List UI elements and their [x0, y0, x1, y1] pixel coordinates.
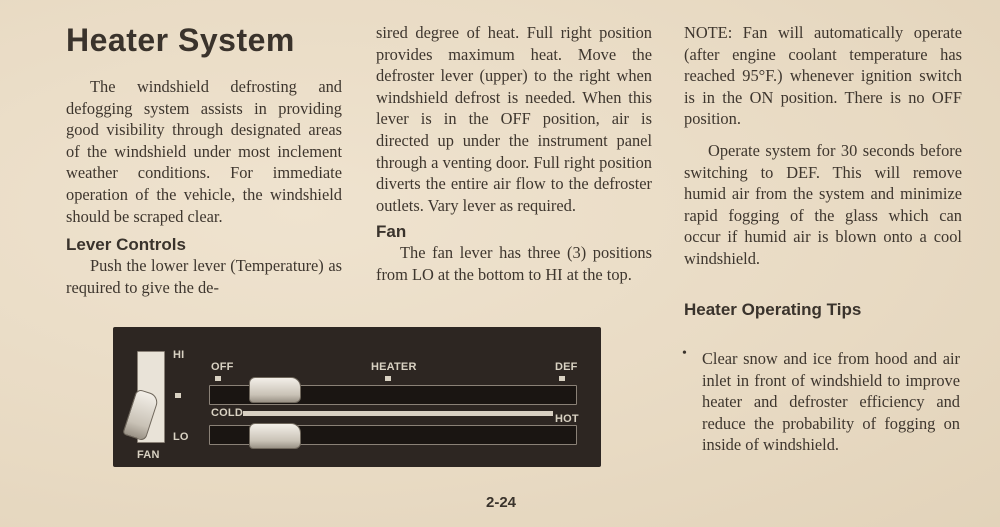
- page-number: 2-24: [486, 494, 517, 511]
- fan-hi-label: HI: [173, 349, 185, 361]
- def-label: DEF: [555, 361, 578, 373]
- note-paragraph: NOTE: Fan will automatically operate (after engine coolant temperature has reached 95°F.) whenever ignition switch is in the ON position. There is no OFF position.: [684, 23, 962, 129]
- fan-heading: Fan: [376, 222, 407, 242]
- operate-paragraph: Operate system for 30 seconds before switching to DEF. This will remove humid air from the system and minimize rapid fogging of the glass which can occur if humid air is blown onto a cool windshield.: [684, 140, 962, 268]
- cold-label: COLD: [211, 407, 243, 419]
- intro-paragraph: The windshield defrosting and defogging system assists in providing good visibility through designated areas of the windshield under most inclement weather conditions. For immediate operation of the vehicle, the windshield should be scraped clear.: [66, 77, 342, 226]
- column-2: [376, 22, 652, 286]
- temperature-lever-knob[interactable]: [249, 423, 301, 449]
- page-title: Heater System: [66, 22, 295, 58]
- fan-paragraph: The fan lever has three (3) positions from LO at the bottom to HI at the top.: [376, 243, 652, 284]
- heater-control-panel: [113, 327, 601, 467]
- fan-lo-label: LO: [173, 431, 189, 443]
- lever-continuation-paragraph: sired degree of heat. Full right position provides maximum heat. Move the defroster lever (upper) to the right when windshield defrost is needed. When this lever is in the OFF position, air is directed up under the instrument panel through a venting door. Full right position diverts the entire air flow to the defroster outlets. Vary lever as required.: [376, 23, 652, 215]
- tip-1: Clear snow and ice from hood and air inlet in front of windshield to improve heater and defroster efficiency and reduce the probability of fogging on inside of windshield.: [702, 349, 960, 455]
- hot-label: HOT: [555, 413, 579, 425]
- tip-bullet: •: [682, 346, 687, 361]
- off-label: OFF: [211, 361, 234, 373]
- def-marker: [559, 376, 565, 381]
- column-3: [684, 22, 962, 320]
- heater-marker: [385, 376, 391, 381]
- lever-controls-heading: Lever Controls: [66, 235, 186, 255]
- fan-label: FAN: [137, 449, 160, 461]
- defroster-lever-knob[interactable]: [249, 377, 301, 403]
- column-1: [66, 76, 342, 298]
- tips-heading: Heater Operating Tips: [684, 299, 862, 319]
- temperature-scale-bar: [243, 411, 553, 416]
- heater-label: HEATER: [371, 361, 417, 373]
- lever-controls-paragraph: Push the lower lever (Temperature) as required to give the de-: [66, 256, 342, 297]
- fan-mid-marker: [175, 393, 181, 398]
- off-marker: [215, 376, 221, 381]
